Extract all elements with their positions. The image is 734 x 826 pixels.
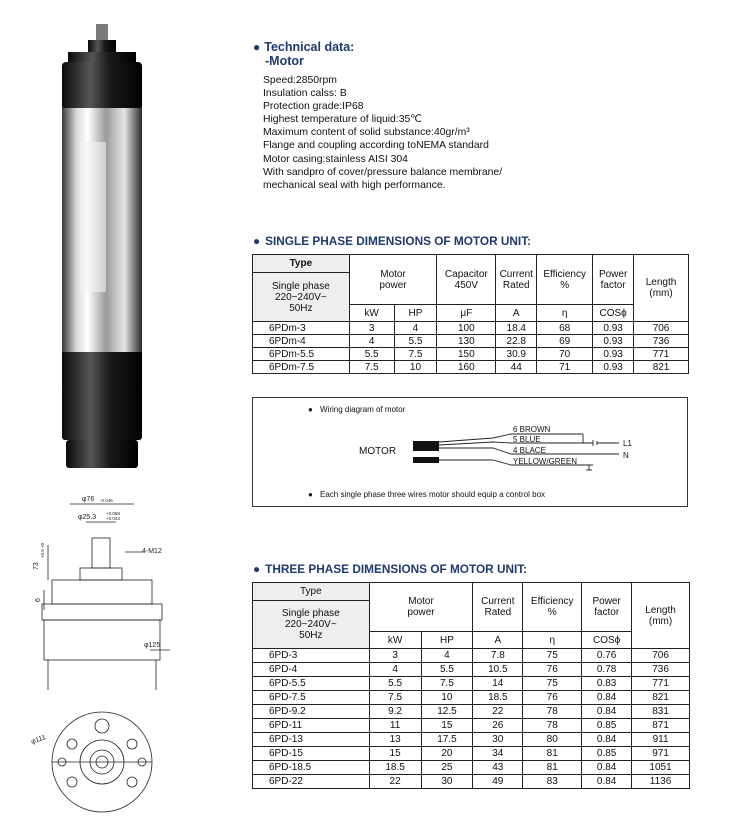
cell: 22.8 [496,335,537,348]
header-text: Capacitor [444,268,488,280]
cell-type: 6PD-4 [253,663,370,677]
cell: 83 [523,775,582,789]
header-text: power [379,279,407,291]
motor-side-drawing [30,490,180,690]
cell: 5.5 [421,663,473,677]
cell: 13 [369,733,421,747]
cell: 69 [537,335,593,348]
cell-type: 6PDm-3 [253,322,350,335]
cell: 80 [523,733,582,747]
technical-data [253,40,713,192]
cell: 78 [523,705,582,719]
table-row [253,705,690,719]
wire-label-brown: 6 BROWN [513,425,551,434]
cell: 0.85 [582,747,632,761]
header-text: Power [598,268,628,280]
cell-type: 6PDm-7.5 [253,361,350,374]
header-text: Single phase [271,280,330,292]
unit-cell: μF [437,305,496,322]
cell: 75 [523,677,582,691]
cell: 18.4 [496,322,537,335]
header-text: Motor [380,268,406,280]
unit-cell: kW [349,305,394,322]
header-type-text: Type [299,586,322,597]
wire-label-yellow-green: YELLOW/GREEN [513,457,578,466]
cell: 706 [632,649,690,663]
dim-phi25-tol-b: +0.043 [106,516,120,521]
dim-phi125: φ125 [144,642,161,649]
header-motor-power [349,255,437,305]
dim-6: 6 [35,598,42,602]
cell: 821 [632,691,690,705]
header-text: Length [645,277,677,288]
table-row [253,719,690,733]
cell: 26 [473,719,523,733]
unit-cell: η [537,305,593,322]
cell: 0.84 [582,705,632,719]
spec-item: mechanical seal with high performance. [263,179,446,191]
unit-cell: COSϕ [582,632,632,649]
header-text: Power [592,596,621,607]
cell: 17.5 [421,733,473,747]
header-text: Current [481,596,515,607]
cell: 871 [632,719,690,733]
cell: 30.9 [496,348,537,361]
cell: 0.93 [593,335,634,348]
cell: 81 [523,761,582,775]
cell: 771 [632,677,690,691]
header-power-factor [593,255,634,305]
header-length [632,583,690,649]
cell: 7.8 [473,649,523,663]
cell: 831 [632,705,690,719]
header-text: 50Hz [299,630,323,641]
cell: 736 [634,335,689,348]
header-text: factor [600,279,626,291]
header-length [634,255,689,322]
spec-item: Motor casing:stainless AISI 304 [263,153,408,165]
header-text: 220~240V~ [275,291,327,303]
three-phase-title [253,562,527,576]
cell-type: 6PD-9.2 [253,705,370,719]
cell: 4 [369,663,421,677]
cell: 15 [369,747,421,761]
wire-label-blue: 5 BLUE [513,435,541,444]
cell: 971 [632,747,690,761]
table-row [253,361,689,374]
cell: 81 [523,747,582,761]
cell: 911 [632,733,690,747]
cell: 75 [523,649,582,663]
header-current [496,255,537,305]
dim-phi25: φ25.3 [78,514,97,521]
wire-label-black: 4 BLACE [513,446,546,455]
cell: 10 [421,691,473,705]
single-phase-title-text: SINGLE PHASE DIMENSIONS OF MOTOR UNIT: [265,234,532,248]
cell-type: 6PDm-4 [253,335,350,348]
header-text: 220~240V~ [284,619,337,630]
header-efficiency [523,583,582,632]
cell: 30 [421,775,473,789]
motor-top-drawing [32,704,172,816]
spec-item: With sandpro of cover/pressure balance membrane/ [263,166,503,178]
cell: 0.93 [593,322,634,335]
three-phase-table [252,582,690,789]
wiring-diagram [252,397,688,507]
motor-photo [40,22,160,470]
table-row [253,747,690,761]
table-row [253,677,690,691]
dim-4m12: 4-M12 [142,548,162,555]
header-type [253,255,350,273]
cell: 150 [437,348,496,361]
cell: 0.85 [582,719,632,733]
cell: 18.5 [473,691,523,705]
unit-cell: A [473,632,523,649]
cell: 68 [537,322,593,335]
table-row [253,335,689,348]
wiring-title: Wiring diagram of motor [320,405,406,414]
header-text: factor [594,607,620,618]
spec-item: Highest temperature of liquid:35℃ [263,114,422,126]
spec-item: Flange and coupling according toNEMA standard [263,140,489,152]
unit-cell: HP [394,305,437,322]
cell: 0.84 [582,775,632,789]
cell: 43 [473,761,523,775]
cell: 0.84 [582,733,632,747]
cell: 12.5 [421,705,473,719]
header-text: Rated [502,279,530,291]
header-type [253,583,370,601]
single-phase-table [252,254,689,374]
cell: 25 [421,761,473,775]
cell: 0.78 [582,663,632,677]
cell: 30 [473,733,523,747]
cell: 11 [369,719,421,733]
header-efficiency [537,255,593,305]
table-row [253,348,689,361]
table-row [253,322,689,335]
spec-item: Maximum content of solid substance:40gr/m³ [263,127,470,139]
wire-bundle-upper [413,441,439,451]
technical-subheading: -Motor [265,54,304,68]
cell: 7.5 [421,677,473,691]
table-row [253,775,690,789]
dim-phi25-tol-a: +0.068 [106,511,120,516]
dim-phi76-tol: -0.046 [100,498,113,503]
cell-type: 6PD-7.5 [253,691,370,705]
cell-type: 6PD-5.5 [253,677,370,691]
technical-heading [253,40,713,54]
terminal-l1: L1 [623,439,632,448]
bullet-icon: ● [253,40,261,54]
cell: 5.5 [394,335,437,348]
spec-list [263,74,713,192]
unit-cell: A [496,305,537,322]
dim-73-tol-a: +0.5 [40,549,45,558]
cell: 15 [421,719,473,733]
header-text: Rated [484,607,512,618]
cell: 22 [369,775,421,789]
cell: 9.2 [369,705,421,719]
table-row [253,733,690,747]
cell-type: 6PD-15 [253,747,370,761]
header-text: Single phase [281,608,340,619]
bullet-icon: ● [253,562,261,576]
dim-phi111: φ111 [30,734,47,746]
spec-item: Protection grade:IP68 [263,101,364,113]
header-motor-power [369,583,473,632]
wire-bundle-lower [413,457,439,463]
table-row [253,649,690,663]
cell: 771 [634,348,689,361]
cell: 3 [349,322,394,335]
dim-73-tol-b: +0 [40,542,45,548]
cell: 7.5 [349,361,394,374]
table-row [253,761,690,775]
table-row [253,663,690,677]
unit-cell: HP [421,632,473,649]
motor-label: MOTOR [359,446,397,457]
header-current [473,583,523,632]
cell: 0.93 [593,361,634,374]
header-type-sub [253,601,370,649]
unit-cell: η [523,632,582,649]
cell: 130 [437,335,496,348]
cell: 1136 [632,775,690,789]
cell: 4 [421,649,473,663]
cell: 821 [634,361,689,374]
wiring-note: Each single phase three wires motor should equip a control box [320,490,546,499]
cell: 5.5 [369,677,421,691]
header-text: Efficiency [543,268,586,280]
cell: 0.84 [582,761,632,775]
header-text: (mm) [648,615,673,627]
cell: 3 [369,649,421,663]
header-text: (mm) [649,288,673,299]
wiring-note-bullet-icon: ● [308,490,313,499]
cell: 44 [496,361,537,374]
header-text: % [560,279,570,291]
header-type-sub [253,273,350,322]
cell: 7.5 [369,691,421,705]
cell: 76 [523,663,582,677]
spec-item: Speed:2850rpm [263,75,337,86]
header-power-factor [582,583,632,632]
single-phase-title [253,234,531,248]
header-type-text: Type [289,258,313,269]
header-capacitor [437,255,496,305]
header-text: 450V [454,279,478,291]
cell: 10 [394,361,437,374]
header-text: 50Hz [289,302,313,314]
cell: 0.76 [582,649,632,663]
header-text: power [407,607,435,618]
cell: 0.93 [593,348,634,361]
cell-type: 6PD-22 [253,775,370,789]
cell: 78 [523,719,582,733]
dim-phi76: φ76 [82,496,95,503]
cell: 736 [632,663,690,677]
cell: 18.5 [369,761,421,775]
header-text: Length [645,604,676,616]
cell-type: 6PD-18.5 [253,761,370,775]
cell: 160 [437,361,496,374]
cell: 7.5 [394,348,437,361]
unit-cell: COSϕ [593,305,634,322]
wiring-bullet-icon: ● [308,405,313,414]
cell: 10.5 [473,663,523,677]
spec-item: Insulation calss: B [263,88,347,100]
dim-73: 73 [33,562,40,570]
cell-type: 6PD-13 [253,733,370,747]
cell: 22 [473,705,523,719]
header-text: % [547,607,557,618]
cell: 0.84 [582,691,632,705]
cell: 14 [473,677,523,691]
cell: 4 [349,335,394,348]
cell-type: 6PD-11 [253,719,370,733]
table-row [253,691,690,705]
terminal-n: N [623,451,629,460]
cell: 49 [473,775,523,789]
technical-heading-text: Technical data: [264,40,355,54]
three-phase-title-text: THREE PHASE DIMENSIONS OF MOTOR UNIT: [265,562,528,576]
cell: 34 [473,747,523,761]
wiring-svg [253,398,689,508]
unit-cell: kW [369,632,421,649]
header-text: Motor [408,596,434,607]
cell: 1051 [632,761,690,775]
cell: 4 [394,322,437,335]
cell: 71 [537,361,593,374]
header-text: Current [499,268,533,280]
cell-type: 6PDm-5.5 [253,348,350,361]
cell: 706 [634,322,689,335]
cell: 0.83 [582,677,632,691]
cell: 20 [421,747,473,761]
cell: 5.5 [349,348,394,361]
cell-type: 6PD-3 [253,649,370,663]
header-text: Efficiency [530,596,574,607]
cell: 100 [437,322,496,335]
bullet-icon: ● [253,234,261,248]
cell: 76 [523,691,582,705]
cell: 70 [537,348,593,361]
